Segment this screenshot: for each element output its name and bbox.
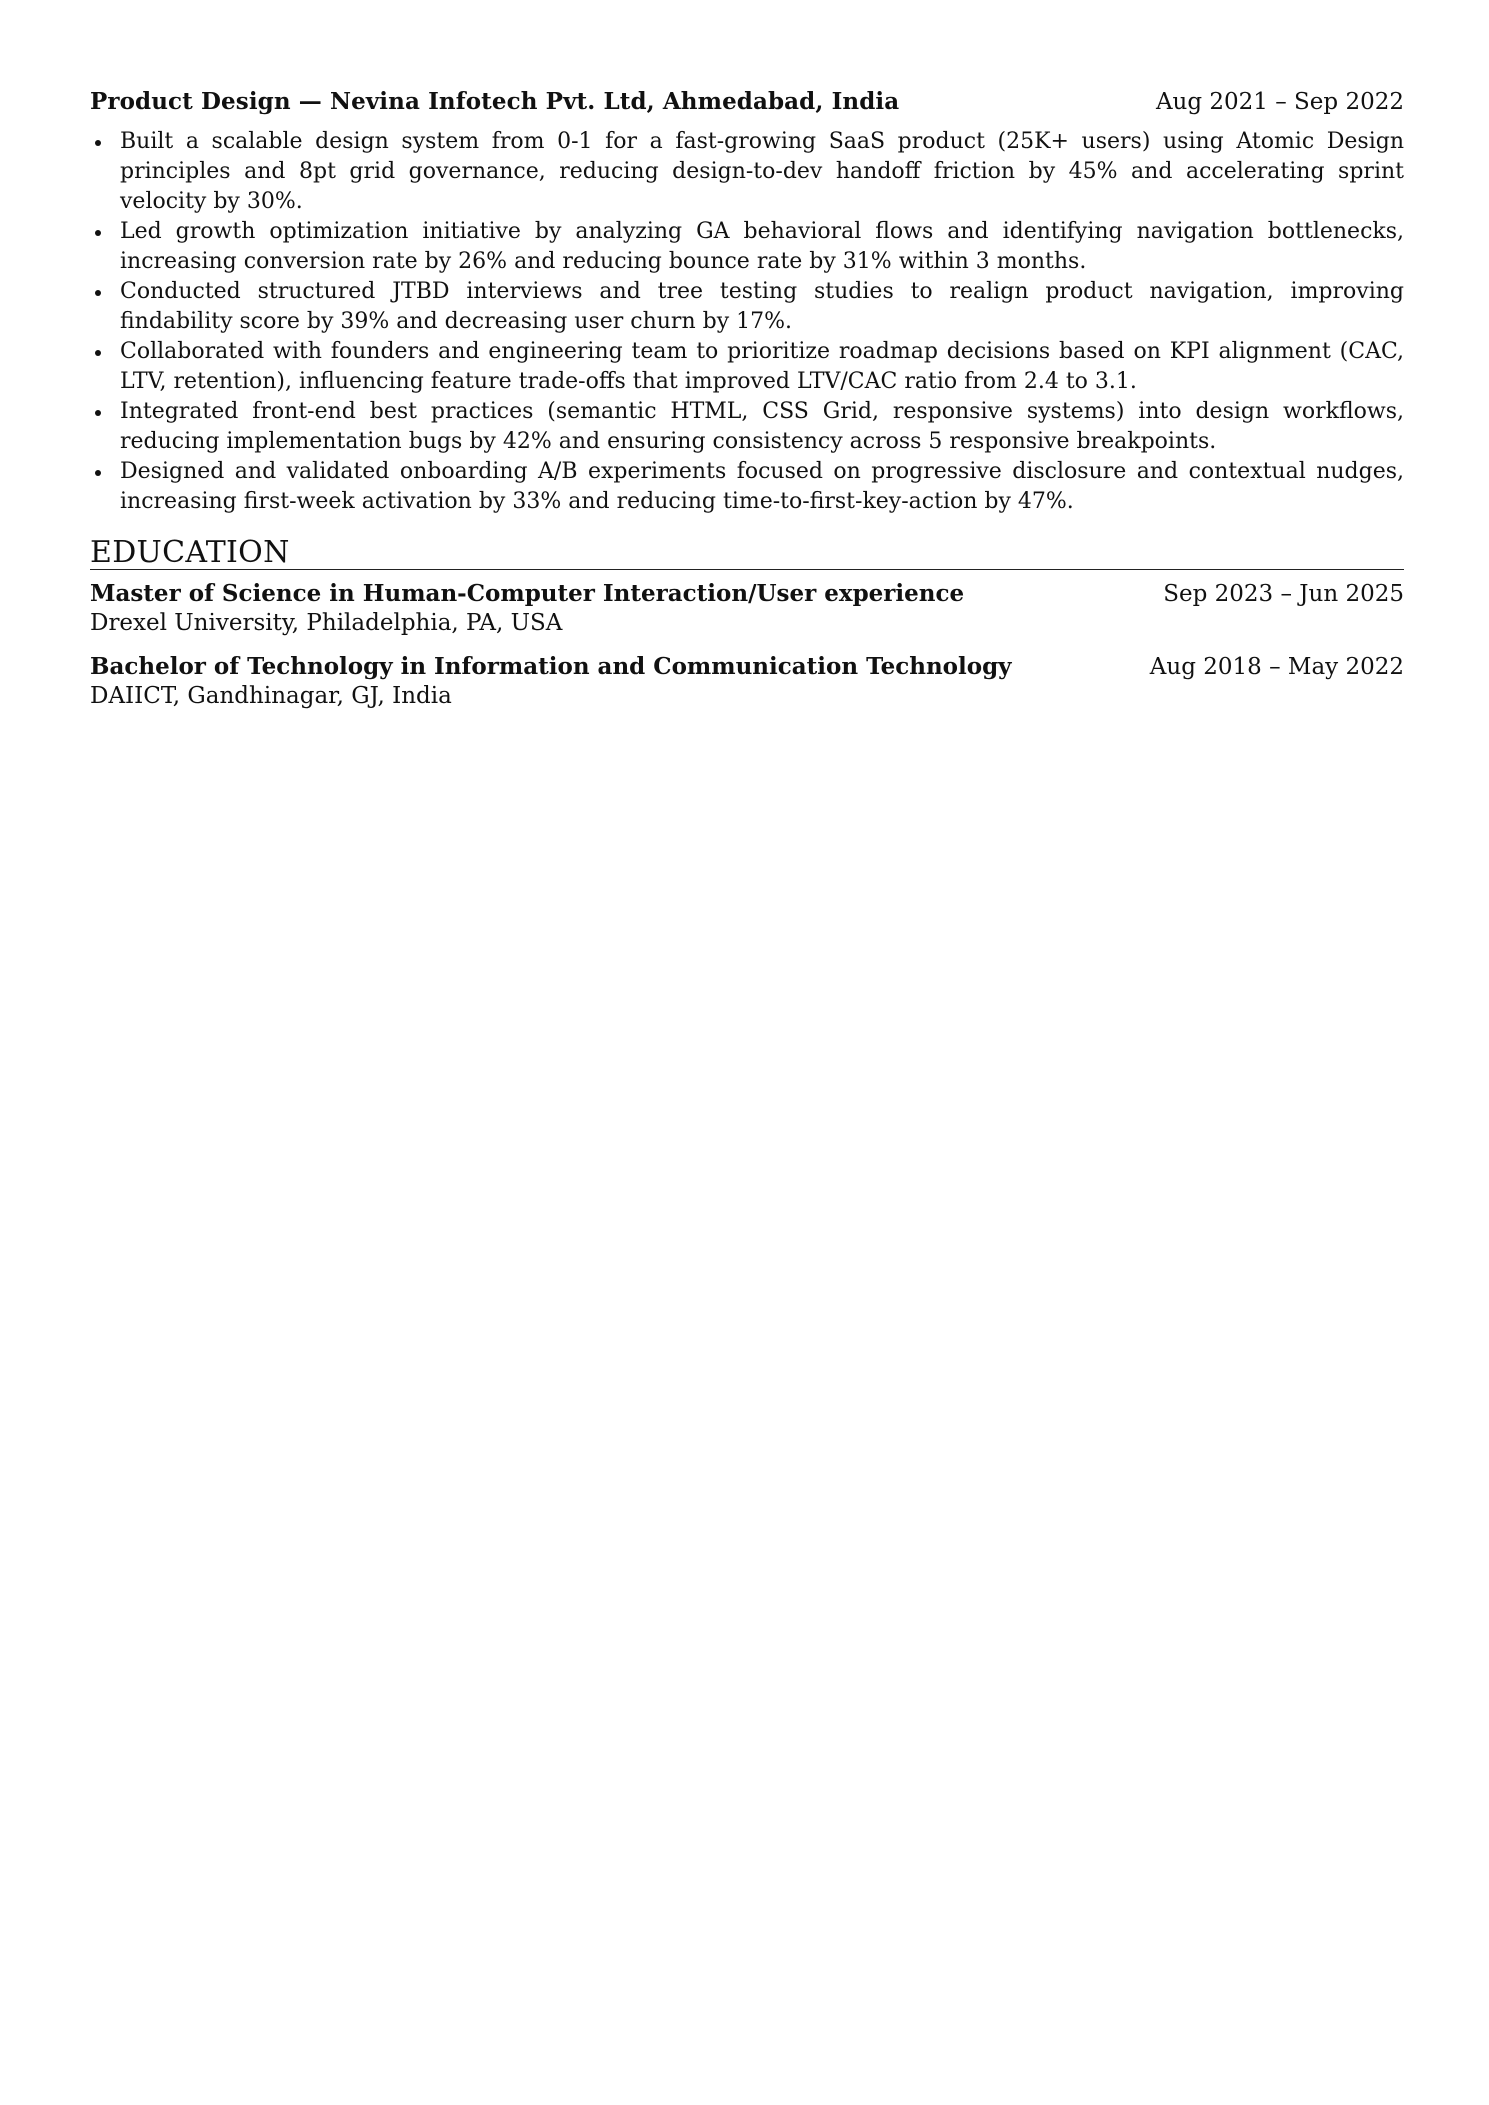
experience-bullet: Conducted structured JTBD interviews and tree testing studies to realign product navigation, improving findability score by 39% and decreasing user churn by 17%. [90, 277, 1404, 337]
experience-bullet: Led growth optimization initiative by analyzing GA behavioral flows and identifying navigation bottlenecks, increasing conversion rate by 26% and reducing bounce rate by 31% within 3 months. [90, 217, 1404, 277]
resume-page [90, 88, 1404, 712]
job-dates: Aug 2021 – Sep 2022 [1155, 89, 1404, 115]
experience-bullet-list [90, 127, 1404, 517]
experience-header [90, 88, 1404, 115]
school-name: DAIICT, Gandhinagar, GJ, India [90, 683, 452, 709]
experience-bullet: Built a scalable design system from 0-1 for a fast-growing SaaS product (25K+ users) using Atomic Design principles and 8pt grid governance, reducing design-to-dev handoff friction by 45% and accelerating sprint velocity by 30%. [90, 127, 1404, 217]
education-heading: EDUCATION [90, 537, 1404, 570]
experience-bullet: Designed and validated onboarding A/B experiments focused on progressive disclosure and contextual nudges, increasing first-week activation by 33% and reducing time-to-first-key-action by 47%. [90, 457, 1404, 517]
education-dates: Sep 2023 – Jun 2025 [1163, 581, 1404, 607]
job-title: Product Design — Nevina Infotech Pvt. Ltd, Ahmedabad, India [90, 88, 900, 115]
education-entry [90, 580, 1404, 639]
school-name: Drexel University, Philadelphia, PA, USA [90, 610, 563, 636]
degree-title: Bachelor of Technology in Information and Communication Technology [90, 653, 1012, 680]
education-entry [90, 653, 1404, 712]
degree-title: Master of Science in Human-Computer Interaction/User experience [90, 580, 965, 607]
education-dates: Aug 2018 – May 2022 [1149, 654, 1404, 680]
education-entry-header [90, 653, 1404, 680]
experience-bullet: Integrated front-end best practices (semantic HTML, CSS Grid, responsive systems) into design workflows, reducing implementation bugs by 42% and ensuring consistency across 5 responsive breakpoints. [90, 397, 1404, 457]
education-entry-header [90, 580, 1404, 607]
experience-bullet: Collaborated with founders and engineering team to prioritize roadmap decisions based on KPI alignment (CAC, LTV, retention), influencing feature trade-offs that improved LTV/CAC ratio from 2.4 to 3.1. [90, 337, 1404, 397]
